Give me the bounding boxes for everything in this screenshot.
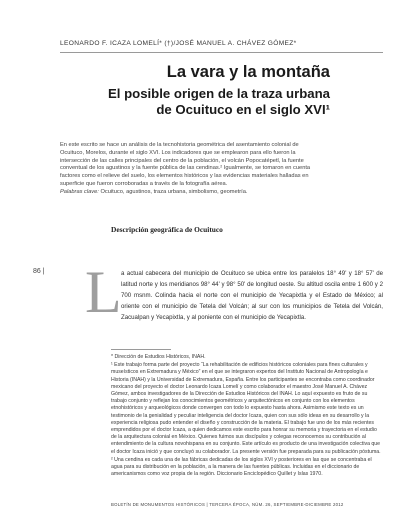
abstract-text: En este escrito se hace un análisis de la tecnohistoria geométrica del asentamiento colonial de Ocuituco, Morelos, durante el siglo XVI. Los indicadores que se emplearon para ello fueron la intersección de las calles principales del centro de la población, el volcán Popocatépetl, la fuente conventual de los agustinos y la fuente pública de las cendinas.² Igualmente, se tomaron en cuenta factores como el relieve del suelo, los elementos históricos y las evidencias materiales halladas en superficie que fueron corroboradas a través de la fotografía aérea. — [60, 142, 311, 187]
keywords-text: Ocuituco, agustinos, traza urbana, simbolismo, geometría. — [98, 188, 248, 195]
footnote-rule — [111, 349, 171, 350]
keywords-label: Palabras clave: — [60, 188, 99, 195]
page-number: 86 | — [33, 268, 45, 275]
body-paragraph: a actual cabecera del municipio de Ocuituco se ubica entre los paralelos 18° 49' y 18° 57' de latitud norte y los meridianos 98° 44' y 98° 50' de longitud oeste. Su altitud oscila entre 1 600 y 2 700 msnm. Colinda hacia el norte con el municipio de Yecapixtla y el Estado de México; al oriente con el municipio de Tetela del Volcán; al sur con los municipios de Tetela del Volcán, Zacualpan y Yecapixtla, y al poniente con el municipio de Yecapixtla. — [121, 270, 383, 322]
authors-line: LEONARDO F. ICAZA LOMELÍ* (†)/JOSÉ MANUEL A. CHÁVEZ GÓMEZ* — [60, 40, 297, 47]
journal-footer: BOLETÍN DE MONUMENTOS HISTÓRICOS | TERCERA ÉPOCA, NÚM. 26, SEPTIEMBRE-DICIEMBRE 2012 — [111, 502, 344, 507]
keywords-line — [60, 189, 320, 197]
drop-cap: L — [85, 259, 122, 325]
footnote-1: ¹ Este trabajo forma parte del proyecto “La rehabilitación de edificios históricos coloniales para fines culturales y museísticos en Extremadura y México” en el que se integraron expertos del Instituto Nacional de Antropología e Historia (INAH) y la Universidad de Extremadura, España. Entre los participantes se encontraba como coordinador mexicano del proyecto el doctor Leonardo Icaza Lomelí y como colaborador el maestro José Manuel A. Chávez Gómez, ambos investigadores de la Dirección de Estudios Históricos del INAH. Lo aquí expuesto es fruto de su trabajo conjunto y reflejan los conocimientos geométricos y arquitectónicos en conjunto con los elementos etnohistóricos y arqueológicos donde convergen con todo lo expuesto hasta ahora. Asimismo este texto es un testimonio de la genialidad y peculiar inteligencia del doctor Icaza, quien con sus sólo ideas en su desarrollo y la experiencia religiosa pudo entender el diseño y construcción de la materia. El trabajo fue uno de los más recientes emprendidos por el doctor Icaza, a quien dedicamos este escrito para honrar su memoria y trayectoria en el estudio de la arquitectura colonial en México. Quienes fuimos sus discípulos y colegas reconocemos su contribución al entendimiento de la cultura novohispana en su conjunto. Este artículo es producto de una investigación colectiva que el doctor Icaza inició y que concluyó su colaborador. La presente versión fue preparada para su publicación póstuma. — [111, 362, 381, 455]
subtitle-line-2: de Ocuituco en el siglo XVI¹ — [156, 101, 330, 117]
footnotes — [111, 354, 383, 479]
article-subtitle — [30, 86, 330, 117]
subtitle-line-1: El posible origen de la traza urbana — [107, 86, 330, 101]
article-title: La vara y la montaña — [166, 63, 330, 81]
abstract — [60, 142, 320, 196]
section-heading: Descripción geográfica de Ocuituco — [111, 225, 223, 234]
header-rule — [60, 52, 383, 53]
footnote-2: ² Una cendina es cada una de las fábricas dedicadas de los siglos XVI y posteriores en las que se concentraba el agua para su distribución en la población, a la manera de las fuentes públicas. Incluidas en el diccionario de americanismos como voz propia de la región. Diccionario Enciclopédico Quillet y Islas 1970. — [111, 456, 372, 478]
footnote-affiliation: * Dirección de Estudios Históricos, INAH. — [111, 354, 206, 360]
